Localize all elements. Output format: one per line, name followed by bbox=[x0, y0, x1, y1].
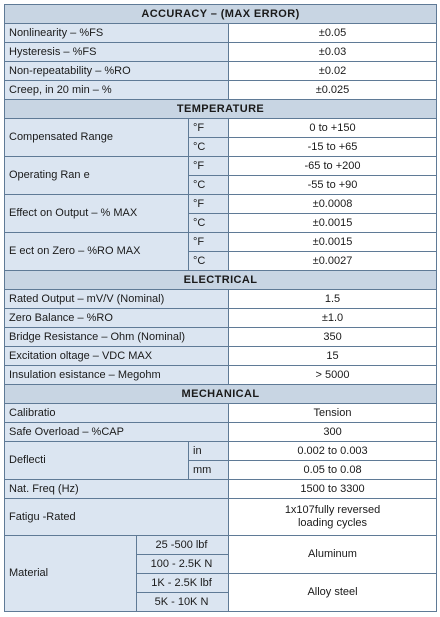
row-label: Fatigu -Rated bbox=[5, 499, 229, 536]
unit-label: in bbox=[189, 442, 229, 461]
unit-label: °C bbox=[189, 252, 229, 271]
table-row bbox=[5, 347, 437, 366]
unit-label: °F bbox=[189, 119, 229, 138]
section-mechanical bbox=[5, 385, 437, 404]
row-label: Excitation oltage – VDC MAX bbox=[5, 347, 229, 366]
row-label: Non-repeatability – %RO bbox=[5, 62, 229, 81]
row-value: 1500 to 3300 bbox=[229, 480, 437, 499]
row-value: ±1.0 bbox=[229, 309, 437, 328]
row-label: Nat. Freq (Hz) bbox=[5, 480, 229, 499]
table-row bbox=[5, 81, 437, 100]
table-row bbox=[5, 290, 437, 309]
table-row bbox=[5, 24, 437, 43]
section-electrical bbox=[5, 271, 437, 290]
row-value: 0 to +150 bbox=[229, 119, 437, 138]
row-value: ±0.02 bbox=[229, 62, 437, 81]
row-value: 15 bbox=[229, 347, 437, 366]
row-label: Bridge Resistance – Ohm (Nominal) bbox=[5, 328, 229, 347]
row-value: 300 bbox=[229, 423, 437, 442]
table-row bbox=[5, 404, 437, 423]
capacity-range: 100 - 2.5K N bbox=[137, 555, 229, 574]
row-value: -65 to +200 bbox=[229, 157, 437, 176]
table-row bbox=[5, 157, 437, 176]
table-row bbox=[5, 233, 437, 252]
row-label: Operating Ran e bbox=[5, 157, 189, 195]
unit-label: °F bbox=[189, 157, 229, 176]
fatigue-line-1: 1x107fully reversed bbox=[284, 504, 381, 516]
table-row bbox=[5, 536, 437, 555]
table-row bbox=[5, 480, 437, 499]
table-row bbox=[5, 423, 437, 442]
row-value: -55 to +90 bbox=[229, 176, 437, 195]
row-label: E ect on Zero – %RO MAX bbox=[5, 233, 189, 271]
unit-label: °C bbox=[189, 214, 229, 233]
row-value: > 5000 bbox=[229, 366, 437, 385]
table-row bbox=[5, 499, 437, 536]
section-header-accuracy: ACCURACY – (MAX ERROR) bbox=[5, 5, 437, 24]
row-value: -15 to +65 bbox=[229, 138, 437, 157]
row-value: 0.05 to 0.08 bbox=[229, 461, 437, 480]
row-label: Compensated Range bbox=[5, 119, 189, 157]
unit-label: °F bbox=[189, 233, 229, 252]
row-value: 1.5 bbox=[229, 290, 437, 309]
row-label: Insulation esistance – Megohm bbox=[5, 366, 229, 385]
unit-label: mm bbox=[189, 461, 229, 480]
table-row bbox=[5, 195, 437, 214]
row-value: 350 bbox=[229, 328, 437, 347]
capacity-range: 25 -500 lbf bbox=[137, 536, 229, 555]
row-value: ±0.0027 bbox=[229, 252, 437, 271]
row-label: Zero Balance – %RO bbox=[5, 309, 229, 328]
row-label: Effect on Output – % MAX bbox=[5, 195, 189, 233]
unit-label: °C bbox=[189, 176, 229, 195]
table-row bbox=[5, 43, 437, 62]
unit-label: °F bbox=[189, 195, 229, 214]
table-row bbox=[5, 366, 437, 385]
section-header-mechanical: MECHANICAL bbox=[5, 385, 437, 404]
row-label: Rated Output – mV/V (Nominal) bbox=[5, 290, 229, 309]
table-row bbox=[5, 309, 437, 328]
capacity-range: 1K - 2.5K lbf bbox=[137, 574, 229, 593]
material-value: Alloy steel bbox=[229, 574, 437, 612]
row-value: ±0.0015 bbox=[229, 214, 437, 233]
fatigue-line-2: loading cycles bbox=[297, 517, 368, 529]
table-row bbox=[5, 62, 437, 81]
table-row bbox=[5, 442, 437, 461]
section-temperature bbox=[5, 100, 437, 119]
row-label: Deflecti bbox=[5, 442, 189, 480]
row-value bbox=[229, 499, 437, 536]
table-row bbox=[5, 119, 437, 138]
row-label: Safe Overload – %CAP bbox=[5, 423, 229, 442]
row-value: 0.002 to 0.003 bbox=[229, 442, 437, 461]
material-value: Aluminum bbox=[229, 536, 437, 574]
row-value: ±0.05 bbox=[229, 24, 437, 43]
row-value: ±0.0015 bbox=[229, 233, 437, 252]
section-header-temperature: TEMPERATURE bbox=[5, 100, 437, 119]
row-label: Calibratio bbox=[5, 404, 229, 423]
row-value: ±0.0008 bbox=[229, 195, 437, 214]
section-accuracy bbox=[5, 5, 437, 24]
row-value: Tension bbox=[229, 404, 437, 423]
row-label: Nonlinearity – %FS bbox=[5, 24, 229, 43]
capacity-range: 5K - 10K N bbox=[137, 593, 229, 612]
row-label: Hysteresis – %FS bbox=[5, 43, 229, 62]
table-row bbox=[5, 328, 437, 347]
row-value: ±0.025 bbox=[229, 81, 437, 100]
unit-label: °C bbox=[189, 138, 229, 157]
row-value: ±0.03 bbox=[229, 43, 437, 62]
row-label: Creep, in 20 min – % bbox=[5, 81, 229, 100]
row-label: Material bbox=[5, 536, 137, 612]
section-header-electrical: ELECTRICAL bbox=[5, 271, 437, 290]
spec-table bbox=[4, 4, 437, 612]
